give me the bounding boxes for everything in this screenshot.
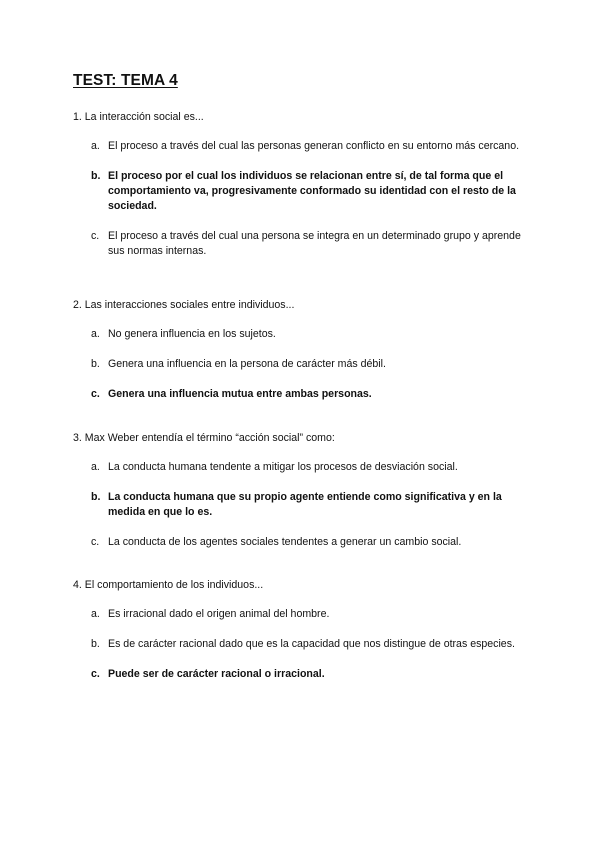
option-text: Es de carácter racional dado que es la capacidad que nos distingue de otras especies.: [108, 638, 515, 650]
option-letter: c.: [91, 388, 100, 400]
option-text: La conducta humana tendente a mitigar los procesos de desviación social.: [108, 461, 458, 473]
option-b: [73, 357, 532, 372]
option-c: [73, 229, 532, 259]
answer-options: [73, 139, 543, 259]
option-letter: b.: [91, 638, 100, 650]
question-text: 1. La interacción social es...: [73, 111, 204, 123]
option-b-correct: [73, 490, 532, 520]
option-text: La conducta de los agentes sociales tendentes a generar un cambio social.: [108, 536, 462, 548]
option-c: [73, 535, 532, 550]
option-letter: c.: [91, 536, 100, 548]
option-letter: b.: [91, 170, 101, 182]
question-text: 3. Max Weber entendía el término “acción social” como:: [73, 432, 335, 444]
option-text: Genera una influencia en la persona de carácter más débil.: [108, 358, 386, 370]
option-text: El proceso a través del cual las personas generan conflicto en su entorno más cercano.: [108, 140, 520, 152]
option-c-correct: [73, 387, 532, 402]
option-a: [73, 607, 532, 622]
option-text: Genera una influencia mutua entre ambas personas.: [108, 388, 372, 400]
option-letter: c.: [91, 230, 100, 242]
option-letter: a.: [91, 608, 100, 620]
option-letter: c.: [91, 668, 100, 680]
option-c-correct: [73, 667, 532, 682]
question-4: [73, 578, 543, 682]
option-text: Es irracional dado el origen animal del hombre.: [108, 608, 330, 620]
option-letter: b.: [91, 358, 100, 370]
option-letter: b.: [91, 491, 101, 503]
option-a: [73, 327, 532, 342]
option-a: [73, 139, 532, 154]
question-text: 4. El comportamiento de los individuos...: [73, 579, 264, 591]
question-3: [73, 431, 543, 550]
option-text: No genera influencia en los sujetos.: [108, 328, 276, 340]
option-text: La conducta humana que su propio agente entiende como significativa y en la medida en que lo es.: [108, 491, 502, 518]
option-b: [73, 637, 532, 652]
option-a: [73, 460, 532, 475]
answer-options: [73, 460, 543, 550]
option-text: El proceso a través del cual una persona se integra en un determinado grupo y aprende sus normas internas.: [108, 230, 521, 257]
page-title: TEST: TEMA 4: [73, 72, 178, 89]
option-text: El proceso por el cual los individuos se relacionan entre sí, de tal forma que el comportamiento va, progresivamente conformado su identidad con el resto de la sociedad.: [108, 170, 516, 212]
option-text: Puede ser de carácter racional o irracional.: [108, 668, 325, 680]
answer-options: [73, 607, 543, 682]
option-letter: a.: [91, 140, 100, 152]
question-text: 2. Las interacciones sociales entre individuos...: [73, 299, 295, 311]
option-b-correct: [73, 169, 532, 214]
option-letter: a.: [91, 328, 100, 340]
question-1: [73, 110, 543, 259]
option-letter: a.: [91, 461, 100, 473]
answer-options: [73, 327, 543, 402]
question-2: [73, 298, 543, 402]
